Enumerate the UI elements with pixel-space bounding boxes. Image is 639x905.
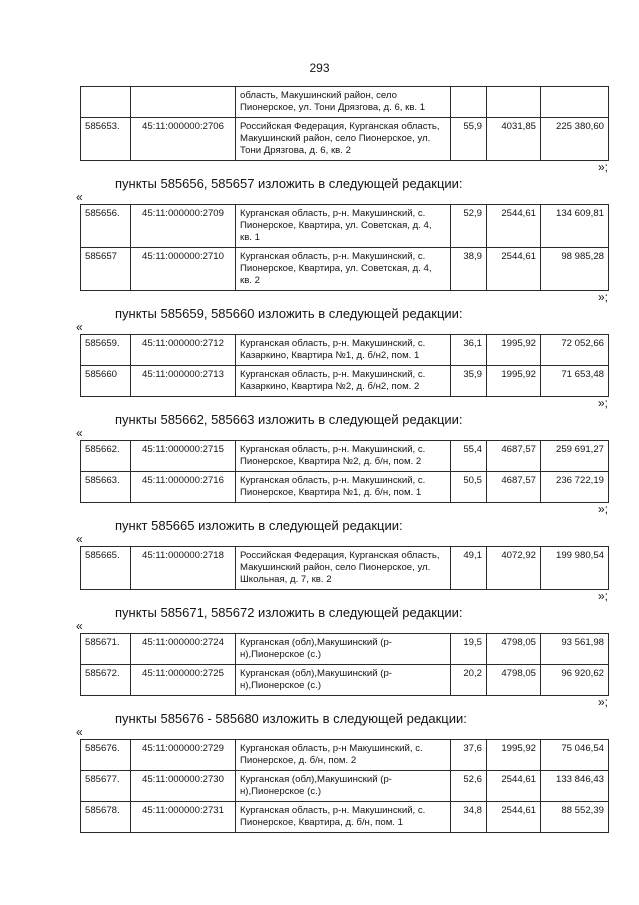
table-row (81, 87, 609, 118)
cadastral-value: 199 980,54 (541, 547, 609, 590)
cadastral-number: 45:11:000000:2724 (131, 634, 236, 665)
cadastral-number: 45:11:000000:2731 (131, 802, 236, 833)
unit-cadastral-value: 2544,61 (487, 248, 541, 291)
unit-cadastral-value: 2544,61 (487, 771, 541, 802)
unit-cadastral-value: 4687,57 (487, 472, 541, 503)
address: Курганская область, р-н. Макушинский, с. Пионерское, Квартира, д. б/н, пом. 1 (236, 802, 451, 833)
cadastral-table (80, 739, 609, 833)
amendment-section (76, 306, 608, 410)
area: 35,9 (451, 366, 487, 397)
area: 52,6 (451, 771, 487, 802)
cadastral-table (80, 633, 609, 696)
table-row (81, 771, 609, 802)
cadastral-value: 236 722,19 (541, 472, 609, 503)
page-number: 293 (309, 61, 330, 75)
cadastral-value: 225 380,60 (541, 118, 609, 161)
closing-quote: »; (597, 502, 608, 516)
amendment-instruction: пункты 585656, 585657 изложить в следующей редакции: (115, 176, 463, 191)
table-row (81, 366, 609, 397)
cadastral-table (80, 440, 609, 503)
opening-quote: « (76, 190, 83, 204)
address: Российская Федерация, Курганская область, Макушинский район, село Пионерское, ул. Школьная, д. 7, кв. 2 (236, 547, 451, 590)
table-row (81, 634, 609, 665)
area: 37,6 (451, 740, 487, 771)
area: 50,5 (451, 472, 487, 503)
unit-cadastral-value: 1995,92 (487, 335, 541, 366)
item-number (81, 87, 131, 118)
table-row (81, 118, 609, 161)
cadastral-value: 134 609,81 (541, 205, 609, 248)
item-number: 585677. (81, 771, 131, 802)
cadastral-number: 45:11:000000:2718 (131, 547, 236, 590)
amendment-instruction: пункты 585659, 585660 изложить в следующей редакции: (115, 306, 463, 321)
address: область, Макушинский район, село Пионерское, ул. Тони Дрязгова, д. 6, кв. 1 (236, 87, 451, 118)
cadastral-value: 72 052,66 (541, 335, 609, 366)
cadastral-table (80, 334, 609, 397)
area: 19,5 (451, 634, 487, 665)
closing-quote: »; (597, 589, 608, 603)
cadastral-table (80, 546, 609, 590)
item-number: 585678. (81, 802, 131, 833)
cadastral-number: 45:11:000000:2713 (131, 366, 236, 397)
unit-cadastral-value: 1995,92 (487, 366, 541, 397)
unit-cadastral-value: 2544,61 (487, 802, 541, 833)
unit-cadastral-value: 4031,85 (487, 118, 541, 161)
address: Российская Федерация, Курганская область, Макушинский район, село Пионерское, ул. Тони Дрязгова, д. 6, кв. 2 (236, 118, 451, 161)
opening-quote: « (76, 725, 83, 739)
item-number: 585663. (81, 472, 131, 503)
table-row (81, 740, 609, 771)
opening-quote: « (76, 426, 83, 440)
amendment-section (76, 711, 608, 833)
closing-quote: »; (597, 290, 608, 304)
address: Курганская (обл),Макушинский (р-н),Пионерское (с.) (236, 665, 451, 696)
unit-cadastral-value: 4687,57 (487, 441, 541, 472)
cadastral-value: 98 985,28 (541, 248, 609, 291)
area: 55,9 (451, 118, 487, 161)
unit-cadastral-value: 2544,61 (487, 205, 541, 248)
cadastral-number: 45:11:000000:2725 (131, 665, 236, 696)
area: 55,4 (451, 441, 487, 472)
item-number: 585653. (81, 118, 131, 161)
address: Курганская область, р-н. Макушинский, с. Пионерское, Квартира №2, д. б/н, пом. 2 (236, 441, 451, 472)
table-row (81, 665, 609, 696)
cadastral-number: 45:11:000000:2716 (131, 472, 236, 503)
table-row (81, 547, 609, 590)
table-row (81, 335, 609, 366)
item-number: 585656. (81, 205, 131, 248)
address: Курганская область, р-н. Макушинский, с. Казаркино, Квартира №2, д. б/н2, пом. 2 (236, 366, 451, 397)
cadastral-table (80, 204, 609, 291)
amendment-section (76, 412, 608, 516)
area: 36,1 (451, 335, 487, 366)
amendment-instruction: пункты 585671, 585672 изложить в следующей редакции: (115, 605, 463, 620)
cadastral-number: 45:11:000000:2715 (131, 441, 236, 472)
table-row (81, 441, 609, 472)
area: 49,1 (451, 547, 487, 590)
area: 38,9 (451, 248, 487, 291)
cadastral-table (80, 86, 609, 161)
item-number: 585657 (81, 248, 131, 291)
cadastral-number: 45:11:000000:2710 (131, 248, 236, 291)
opening-quote: « (76, 532, 83, 546)
cadastral-number: 45:11:000000:2712 (131, 335, 236, 366)
closing-quote: »; (597, 695, 608, 709)
unit-cadastral-value: 1995,92 (487, 740, 541, 771)
amendment-instruction: пункты 585662, 585663 изложить в следующей редакции: (115, 412, 463, 427)
item-number: 585671. (81, 634, 131, 665)
address: Курганская (обл),Макушинский (р-н),Пионерское (с.) (236, 634, 451, 665)
amendment-section (76, 518, 608, 603)
item-number: 585665. (81, 547, 131, 590)
unit-cadastral-value: 4072,92 (487, 547, 541, 590)
cadastral-value: 96 920,62 (541, 665, 609, 696)
table-row (81, 248, 609, 291)
item-number: 585672. (81, 665, 131, 696)
cadastral-value: 133 846,43 (541, 771, 609, 802)
cadastral-value: 71 653,48 (541, 366, 609, 397)
amendment-section (76, 176, 608, 304)
cadastral-number: 45:11:000000:2730 (131, 771, 236, 802)
address: Курганская область, р-н. Макушинский, с. Пионерское, Квартира №1, д. б/н, пом. 1 (236, 472, 451, 503)
address: Курганская область, р-н. Макушинский, с. Пионерское, Квартира, ул. Советская, д. 4, кв. 2 (236, 248, 451, 291)
opening-quote: « (76, 320, 83, 334)
table-row (81, 472, 609, 503)
opening-quote: « (76, 619, 83, 633)
amendment-instruction: пункты 585676 - 585680 изложить в следующей редакции: (115, 711, 467, 726)
cadastral-value: 259 691,27 (541, 441, 609, 472)
cadastral-value: 75 046,54 (541, 740, 609, 771)
cadastral-number: 45:11:000000:2729 (131, 740, 236, 771)
area: 20,2 (451, 665, 487, 696)
amendment-instruction: пункт 585665 изложить в следующей редакции: (115, 518, 403, 533)
area (451, 87, 487, 118)
table-row (81, 205, 609, 248)
item-number: 585676. (81, 740, 131, 771)
cadastral-number: 45:11:000000:2709 (131, 205, 236, 248)
address: Курганская область, р-н Макушинский, с. Пионерское, д. б/н, пом. 2 (236, 740, 451, 771)
unit-cadastral-value: 4798,05 (487, 634, 541, 665)
address: Курганская (обл),Макушинский (р-н),Пионерское (с.) (236, 771, 451, 802)
item-number: 585659. (81, 335, 131, 366)
address: Курганская область, р-н. Макушинский, с. Казаркино, Квартира №1, д. б/н2, пом. 1 (236, 335, 451, 366)
item-number: 585660 (81, 366, 131, 397)
closing-quote: »; (597, 396, 608, 410)
cadastral-value: 88 552,39 (541, 802, 609, 833)
address: Курганская область, р-н. Макушинский, с. Пионерское, Квартира, ул. Советская, д. 4, кв. 1 (236, 205, 451, 248)
unit-cadastral-value: 4798,05 (487, 665, 541, 696)
cadastral-value (541, 87, 609, 118)
unit-cadastral-value (487, 87, 541, 118)
closing-quote: »; (597, 160, 608, 174)
table-row (81, 802, 609, 833)
cadastral-value: 93 561,98 (541, 634, 609, 665)
area: 52,9 (451, 205, 487, 248)
amendment-section (76, 605, 608, 709)
document-body (76, 86, 608, 833)
cadastral-number (131, 87, 236, 118)
cadastral-number: 45:11:000000:2706 (131, 118, 236, 161)
item-number: 585662. (81, 441, 131, 472)
area: 34,8 (451, 802, 487, 833)
